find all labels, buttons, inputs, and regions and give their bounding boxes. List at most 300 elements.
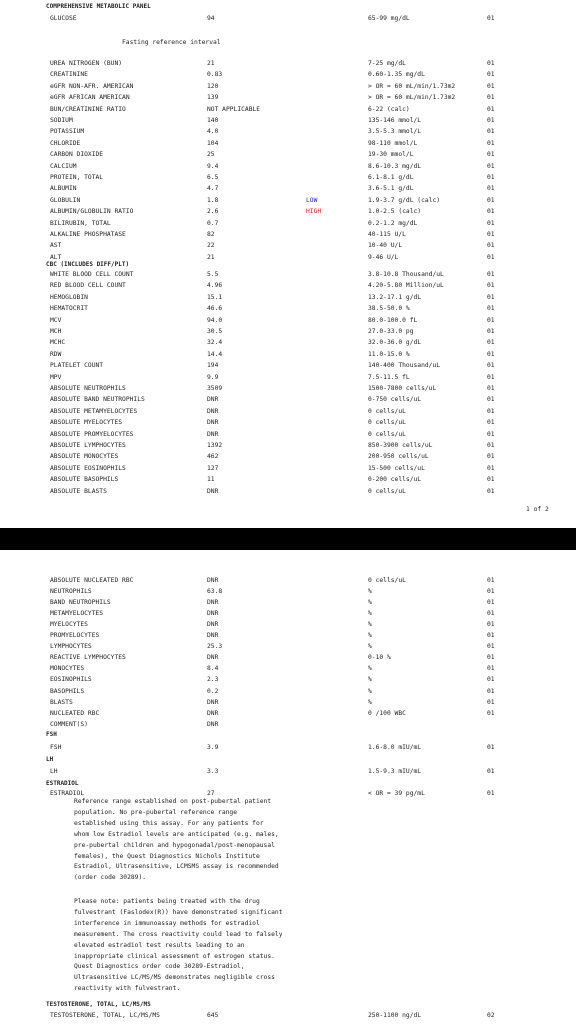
test-name: MCHC (50, 339, 66, 347)
result-row (0, 586, 576, 597)
test-reference: % (368, 621, 372, 629)
note-line: Please note: patients being treated with the drug (74, 898, 260, 905)
test-value: 1.8 (207, 196, 219, 204)
test-lab: 02 (487, 1012, 495, 1019)
note-line: established using this assay. For any patients for (74, 819, 264, 827)
test-value: DNR (207, 487, 219, 495)
test-lab: 01 (487, 768, 495, 775)
test-value: 22 (207, 242, 215, 250)
result-row (0, 69, 576, 80)
test-lab: 01 (487, 430, 495, 438)
test-name: MONOCYTES (50, 665, 85, 673)
test-name: ABSOLUTE BAND NEUTROPHILS (50, 396, 145, 404)
test-reference: 13.2-17.1 g/dL (368, 293, 422, 301)
test-lab: 01 (487, 487, 495, 495)
test-reference: 10-40 U/L (368, 242, 403, 250)
result-flag: LOW (306, 196, 318, 204)
test-lab: 01 (487, 442, 495, 449)
test-reference: 27.0-33.0 pg (368, 328, 414, 335)
result-row (0, 372, 576, 383)
test-reference: 135-146 mmol/L (368, 117, 422, 124)
note-line: reactivity with fulvestrant. (74, 985, 181, 993)
testosterone-section-title: TESTOSTERONE, TOTAL, LC/MS/MS (46, 1001, 151, 1008)
result-row (0, 674, 576, 685)
note-line: Reference range established on post-pubertal patient (74, 798, 272, 805)
test-name: CHLORIDE (50, 139, 81, 147)
test-value: 1392 (207, 442, 223, 449)
test-reference: 1500-7800 cells/uL (368, 385, 437, 392)
result-row (0, 337, 576, 348)
test-lab: 01 (487, 82, 495, 90)
test-value: 194 (207, 362, 219, 370)
note-line: (order code 30289). (74, 874, 147, 882)
result-row (0, 360, 576, 371)
result-row (0, 115, 576, 126)
test-lab: 01 (487, 621, 495, 629)
result-row (0, 315, 576, 326)
test-value: 30.5 (207, 328, 223, 335)
test-name: BILIRUBIN, TOTAL (50, 219, 111, 227)
test-name: PROTEIN, TOTAL (50, 174, 104, 181)
test-name: BAND NEUTROPHILS (50, 599, 111, 607)
test-lab: 01 (487, 453, 495, 461)
note-line: measurement. The cross reactivity could lead to falsely (74, 930, 283, 938)
test-value: DNR (207, 720, 219, 728)
estradiol-section-title: ESTRADIOL (46, 780, 79, 787)
test-value: 2.3 (207, 676, 219, 684)
test-name: ALKALINE PHOSPHATASE (50, 231, 126, 238)
test-value: 4.0 (207, 128, 219, 136)
test-reference: 8.6-10.3 mg/dL (368, 162, 422, 170)
test-lab: 01 (487, 350, 495, 358)
test-reference: 0-750 cells/uL (368, 396, 422, 404)
test-lab: 01 (487, 610, 495, 618)
test-name: ABSOLUTE METAMYELOCYTES (50, 407, 138, 415)
test-reference: 65-99 mg/dL (368, 15, 410, 22)
result-row (0, 451, 576, 462)
test-name: HEMOGLOBIN (50, 293, 88, 301)
test-name: MCV (50, 316, 62, 324)
test-lab: 01 (487, 242, 495, 250)
test-lab: 01 (487, 162, 495, 170)
test-value: DNR (207, 610, 219, 618)
test-value: 2.6 (207, 208, 219, 216)
test-name: BUN/CREATININE RATIO (50, 105, 126, 113)
test-reference: 38.5-50.0 % (368, 305, 410, 313)
glucose-row (0, 13, 576, 24)
test-lab: 01 (487, 94, 495, 102)
test-reference: 15-500 cells/uL (368, 464, 425, 472)
test-name: METAMYELOCYTES (50, 610, 104, 618)
test-lab: 01 (487, 117, 495, 124)
note-line: pre-pubertal children and hypogonadal/post-menopausal (74, 841, 275, 849)
test-reference: 140-400 Thousand/uL (368, 362, 441, 370)
test-reference: 0 /100 WBC (368, 709, 406, 717)
note-line: elevated estradiol test results leading to an (74, 941, 245, 949)
result-row (0, 218, 576, 229)
test-lab: 01 (487, 316, 495, 324)
test-name: POTASSIUM (50, 128, 85, 136)
test-lab: 01 (487, 282, 495, 290)
test-name: CALCIUM (50, 162, 77, 170)
test-reference: 7-25 mg/dL (368, 60, 406, 67)
test-reference: 6-22 (calc) (368, 105, 410, 113)
test-reference: 9-46 U/L (368, 253, 399, 261)
test-lab: 01 (487, 676, 495, 684)
result-row (0, 326, 576, 337)
test-reference: 0 cells/uL (368, 419, 406, 427)
test-lab: 01 (487, 709, 495, 717)
test-name: ABSOLUTE BLASTS (50, 487, 107, 495)
result-row (0, 686, 576, 697)
test-value: 94.0 (207, 316, 223, 324)
test-name: MPV (50, 373, 62, 381)
note-line: population. No pre-pubertal reference range (74, 808, 238, 816)
test-reference: < OR = 39 pg/mL (368, 790, 425, 797)
test-value: 120 (207, 82, 219, 90)
test-lab: 01 (487, 185, 495, 193)
test-reference: 11.0-15.0 % (368, 350, 410, 358)
test-value: DNR (207, 396, 219, 404)
result-row (0, 719, 576, 730)
test-lab: 01 (487, 362, 495, 370)
test-lab: 01 (487, 339, 495, 347)
result-row (0, 149, 576, 160)
note-line: females), the Quest Diagnostics Nichols Institute (74, 852, 260, 860)
test-name: GLOBULIN (50, 196, 81, 204)
test-lab: 01 (487, 385, 495, 392)
test-reference: 6.1-8.1 g/dL (368, 174, 414, 181)
test-value: 0.2 (207, 687, 219, 695)
test-reference: 4.20-5.80 Million/uL (368, 282, 444, 290)
test-name: MCH (50, 328, 62, 335)
test-name: BLASTS (50, 698, 73, 706)
result-row (0, 652, 576, 663)
test-reference: > OR = 60 mL/min/1.73m2 (368, 94, 456, 102)
result-row (0, 172, 576, 183)
test-lab: 01 (487, 60, 495, 67)
result-row (0, 195, 576, 206)
test-value: NOT APPLICABLE (207, 105, 261, 113)
test-value: 9.9 (207, 373, 219, 381)
test-reference: % (368, 588, 372, 596)
test-name: COMMENT(S) (50, 720, 88, 728)
test-lab: 01 (487, 271, 495, 278)
test-reference: 0 cells/uL (368, 487, 406, 495)
test-lab: 01 (487, 419, 495, 427)
result-row (0, 394, 576, 405)
test-value: 11 (207, 476, 215, 484)
test-reference: % (368, 599, 372, 607)
test-name: GLUCOSE (50, 15, 77, 22)
test-reference: > OR = 60 mL/min/1.73m2 (368, 82, 456, 90)
test-value: 5.5 (207, 271, 219, 278)
result-row (0, 383, 576, 394)
test-name: ALT (50, 253, 62, 261)
result-flag: HIGH (306, 208, 322, 216)
test-value: DNR (207, 407, 219, 415)
test-value: 139 (207, 94, 219, 102)
test-value: 82 (207, 231, 215, 238)
test-lab: 01 (487, 293, 495, 301)
test-name: WHITE BLOOD CELL COUNT (50, 271, 134, 278)
test-value: 645 (207, 1012, 219, 1019)
test-name: ESTRADIOL (50, 790, 85, 797)
test-value: 6.5 (207, 174, 219, 181)
test-lab: 01 (487, 599, 495, 607)
result-row (0, 138, 576, 149)
test-reference: 32.0-36.0 g/dL (368, 339, 422, 347)
result-row (0, 81, 576, 92)
lh-section-title: LH (46, 756, 54, 763)
result-row (0, 92, 576, 103)
test-lab: 01 (487, 464, 495, 472)
test-value: 21 (207, 253, 215, 261)
test-reference: 0-200 cells/uL (368, 476, 422, 484)
test-value: 4.96 (207, 282, 223, 290)
test-lab: 01 (487, 698, 495, 706)
result-row (0, 206, 576, 217)
test-value: DNR (207, 632, 219, 640)
note-line: inappropriate clinical assessment of estrogen status. (74, 952, 275, 960)
test-reference: 0-10 % (368, 654, 391, 662)
test-value: 15.1 (207, 293, 223, 301)
result-row (0, 417, 576, 428)
test-lab: 01 (487, 665, 495, 673)
test-value: 14.4 (207, 350, 223, 358)
test-value: DNR (207, 430, 219, 438)
test-value: DNR (207, 709, 219, 717)
result-row (0, 269, 576, 280)
test-lab: 01 (487, 15, 495, 22)
note-line: whom low Estradiol levels are anticipated (e.g. males, (74, 830, 279, 838)
test-name: LYMPHOCYTES (50, 643, 92, 651)
test-lab: 01 (487, 105, 495, 113)
fsh-row (0, 742, 576, 753)
test-name: REACTIVE LYMPHOCYTES (50, 654, 126, 662)
result-row (0, 630, 576, 641)
test-name: UREA NITROGEN (BUN) (50, 60, 123, 67)
test-lab: 01 (487, 151, 495, 159)
test-lab: 01 (487, 231, 495, 238)
test-reference: % (368, 698, 372, 706)
test-name: ALBUMIN/GLOBULIN RATIO (50, 208, 134, 216)
test-value: DNR (207, 599, 219, 607)
result-row (0, 440, 576, 451)
test-name: NEUTROPHILS (50, 588, 92, 596)
test-name: HEMATOCRIT (50, 305, 88, 313)
fsh-section-title: FSH (46, 731, 57, 738)
result-row (0, 58, 576, 69)
test-name: ABSOLUTE NUCLEATED RBC (50, 577, 134, 584)
fasting-note: Fasting reference interval (122, 39, 221, 46)
test-reference: 200-950 cells/uL (368, 453, 429, 461)
test-reference: % (368, 643, 372, 651)
test-name: ABSOLUTE MONOCYTES (50, 453, 119, 461)
result-row (0, 349, 576, 360)
test-lab: 01 (487, 373, 495, 381)
test-value: 462 (207, 453, 219, 461)
result-row (0, 429, 576, 440)
test-reference: % (368, 676, 372, 684)
result-row (0, 597, 576, 608)
note-line: Estradiol, Ultrasensitive, LCMSMS assay is recommended (74, 863, 279, 871)
test-name: ABSOLUTE MYELOCYTES (50, 419, 123, 427)
test-name: eGFR NON-AFR. AMERICAN (50, 82, 134, 90)
test-reference: 3.6-5.1 g/dL (368, 185, 414, 193)
test-reference: 1.9-3.7 g/dL (calc) (368, 196, 441, 204)
test-lab: 01 (487, 632, 495, 640)
result-row (0, 104, 576, 115)
test-value: 3.3 (207, 768, 219, 775)
test-value: DNR (207, 419, 219, 427)
test-lab: 01 (487, 128, 495, 136)
test-name: BASOPHILS (50, 687, 85, 695)
test-value: 104 (207, 139, 219, 147)
test-reference: 7.5-11.5 fL (368, 373, 410, 381)
test-reference: % (368, 632, 372, 640)
result-row (0, 575, 576, 586)
test-value: 21 (207, 60, 215, 67)
test-name: CARBON DIOXIDE (50, 151, 104, 159)
test-reference: 80.0-100.0 fL (368, 316, 418, 324)
test-value: 4.7 (207, 185, 219, 193)
test-name: PLATELET COUNT (50, 362, 104, 370)
test-reference: 3.5-5.3 mmol/L (368, 128, 422, 136)
test-value: 3509 (207, 385, 223, 392)
result-row (0, 608, 576, 619)
test-reference: % (368, 687, 372, 695)
test-reference: 19-30 mmol/L (368, 151, 414, 159)
test-name: MYELOCYTES (50, 621, 88, 629)
test-reference: 1.5-9.3 mIU/mL (368, 768, 422, 775)
result-row (0, 229, 576, 240)
test-lab: 01 (487, 643, 495, 651)
note-line: interference in immunoassay methods for estradiol (74, 919, 260, 927)
test-value: 32.4 (207, 339, 223, 347)
test-reference: 1.0-2.5 (calc) (368, 208, 422, 216)
note-line: Ultrasensitive LC/MS/MS demonstrates negligible cross (74, 974, 275, 982)
test-value: DNR (207, 654, 219, 662)
test-name: FSH (50, 744, 62, 751)
test-lab: 01 (487, 744, 495, 751)
test-reference: 98-110 mmol/L (368, 139, 418, 147)
note-line: Quest Diagnostics order code 30289-Estradiol, (74, 963, 245, 971)
note-line: fulvestrant (Faslodex(R)) have demonstrated significant (74, 908, 283, 916)
test-name: ABSOLUTE NEUTROPHILS (50, 385, 126, 392)
test-value: 0.7 (207, 219, 219, 227)
test-name: ABSOLUTE PROMYELOCYTES (50, 430, 134, 438)
test-value: DNR (207, 577, 219, 584)
result-row (0, 708, 576, 719)
test-reference: 850-3900 cells/uL (368, 442, 433, 449)
test-reference: 40-115 U/L (368, 231, 406, 238)
test-value: 25.3 (207, 643, 223, 651)
test-reference: 0.2-1.2 mg/dL (368, 219, 418, 227)
test-lab: 01 (487, 476, 495, 484)
result-row (0, 474, 576, 485)
test-reference: % (368, 610, 372, 618)
test-value: 46.6 (207, 305, 223, 313)
test-lab: 01 (487, 71, 495, 79)
testosterone-row (0, 1010, 576, 1021)
test-reference: 0 cells/uL (368, 577, 406, 584)
test-value: 3.9 (207, 744, 219, 751)
test-name: AST (50, 242, 62, 250)
test-lab: 01 (487, 208, 495, 216)
test-value: 63.8 (207, 588, 223, 596)
test-reference: 0.60-1.35 mg/dL (368, 71, 425, 79)
test-lab: 01 (487, 174, 495, 181)
result-row (0, 619, 576, 630)
test-name: eGFR AFRICAN AMERICAN (50, 94, 130, 102)
test-name: ABSOLUTE LYMPHOCYTES (50, 442, 126, 449)
test-name: LH (50, 768, 58, 775)
test-lab: 01 (487, 305, 495, 313)
test-lab: 01 (487, 328, 495, 335)
test-value: 27 (207, 790, 215, 797)
test-lab: 01 (487, 654, 495, 662)
test-name: SODIUM (50, 117, 73, 124)
test-value: 25 (207, 151, 215, 159)
test-value: DNR (207, 621, 219, 629)
result-row (0, 240, 576, 251)
result-row (0, 183, 576, 194)
test-lab: 01 (487, 790, 495, 797)
lh-row (0, 766, 576, 777)
test-name: ABSOLUTE BASOPHILS (50, 476, 119, 484)
test-value: 8.4 (207, 665, 219, 673)
test-value: 127 (207, 464, 219, 472)
page-number: 1 of 2 (526, 506, 549, 513)
test-lab: 01 (487, 219, 495, 227)
test-reference: 0 cells/uL (368, 430, 406, 438)
test-reference: 1.6-8.0 mIU/mL (368, 744, 422, 751)
test-lab: 01 (487, 407, 495, 415)
test-reference: % (368, 665, 372, 673)
test-name: RED BLOOD CELL COUNT (50, 282, 126, 290)
test-name: PROMYELOCYTES (50, 632, 100, 640)
test-reference: 3.8-10.8 Thousand/uL (368, 271, 444, 278)
test-lab: 01 (487, 687, 495, 695)
test-name: EOSINOPHILS (50, 676, 92, 684)
test-value: 140 (207, 117, 219, 124)
test-value: 94 (207, 15, 215, 22)
test-value: 0.83 (207, 71, 223, 79)
result-row (0, 663, 576, 674)
test-name: ALBUMIN (50, 185, 77, 193)
result-row (0, 303, 576, 314)
test-name: ABSOLUTE EOSINOPHILS (50, 464, 126, 472)
test-lab: 01 (487, 196, 495, 204)
test-value: 9.4 (207, 162, 219, 170)
result-row (0, 126, 576, 137)
result-row (0, 280, 576, 291)
result-row (0, 292, 576, 303)
test-name: TESTOSTERONE, TOTAL, LC/MS/MS (50, 1012, 160, 1019)
result-row (0, 406, 576, 417)
test-lab: 01 (487, 588, 495, 596)
result-row (0, 697, 576, 708)
test-value: DNR (207, 698, 219, 706)
result-row (0, 486, 576, 497)
test-name: RDW (50, 350, 62, 358)
test-name: NUCLEATED RBC (50, 709, 100, 717)
test-lab: 01 (487, 577, 495, 584)
result-row (0, 641, 576, 652)
test-reference: 250-1100 ng/dL (368, 1012, 422, 1019)
cbc-section-title: CBC (INCLUDES DIFF/PLT) (46, 261, 130, 268)
